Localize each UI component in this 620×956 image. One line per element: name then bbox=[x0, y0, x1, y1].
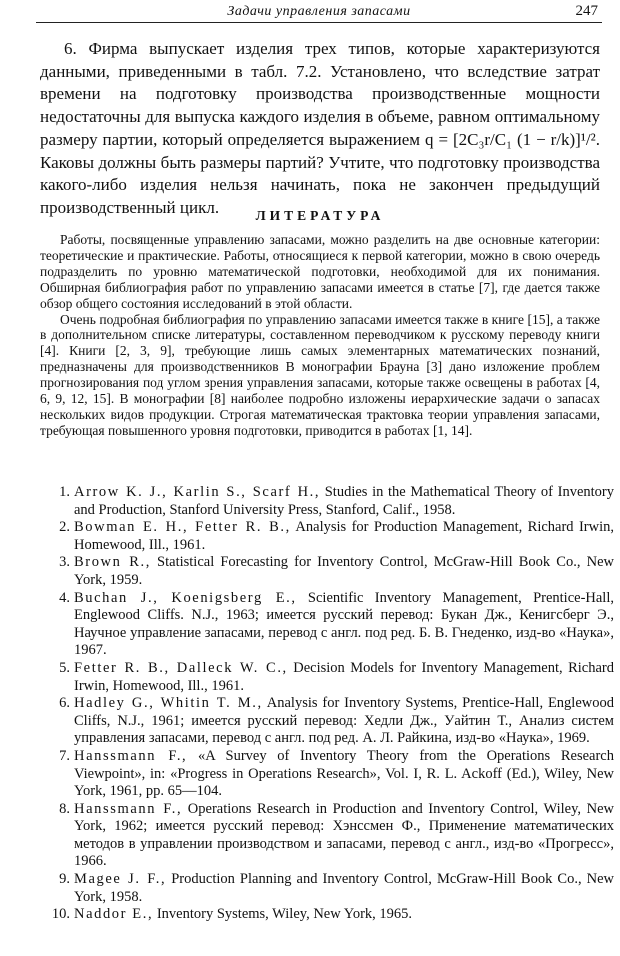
reference-item bbox=[40, 590, 614, 660]
reference-item bbox=[40, 801, 614, 871]
reference-number: 5. bbox=[59, 659, 70, 676]
reference-authors: Hanssmann F., bbox=[74, 747, 188, 764]
reference-number: 8. bbox=[59, 800, 70, 817]
reference-authors: Hanssmann F., bbox=[74, 800, 183, 817]
reference-number: 6. bbox=[59, 695, 70, 712]
reference-authors: Arrow K. J., Karlin S., Scarf H., bbox=[74, 484, 321, 500]
reference-authors: Naddor E., bbox=[74, 906, 154, 923]
reference-number: 7. bbox=[59, 747, 70, 764]
reference-item bbox=[40, 748, 614, 801]
literature-intro bbox=[40, 232, 600, 439]
reference-number: 2. bbox=[59, 519, 70, 536]
reference-authors: Hadley G., Whitin T. M., bbox=[74, 695, 263, 712]
reference-details: Operations Research in Production and Inventory Control, Wiley, New York, 1962; имеется русский перевод: Хэнссмен Ф., Применение математических методов в управлении производством и запасами, перевод с англ., изд-во «Прогресс», 1966. bbox=[74, 800, 614, 870]
reference-details: Analysis for Production Management, Richard Irwin, Homewood, Ill., 1961. bbox=[74, 519, 614, 553]
reference-details: Analysis for Inventory Systems, Prentice-Hall, Englewood Cliffs, N.J., 1961; имеется русский перевод: Хедли Дж., Уайтин Т., Анализ систем управления запасами, перевод с англ. под ред. А. Л. Райкина, изд-во «Наука», 1969. bbox=[74, 695, 614, 747]
literature-paragraph: Очень подробная библиография по управлению запасами имеется также в книге [15], а также в дополнительном списке литературы, составленном переводчиком к русскому переводу книги [4]. Книги [2, 3, 9], требующие лишь самых элементарных математических познаний, предназначены для производственников В монографии Брауна [3] дано изложение проблем прогнозирования под углом зрения управления запасами, которые также освещены в работах [4, 6, 9, 12, 15]. В монографии [8] наиболее подробно изложены иерархические задачи о запасах нескольких видов продукции. Строгая математическая трактовка теории управления запасами, требующая повышенного уровня подготовки, приводится в работах [1, 14]. bbox=[40, 311, 600, 438]
exercise-6: 6. Фирма выпускает изделия трех типов, которые характеризуются данными, приведенными в табл. 7.2. Установлено, что вследствие затрат времени на подготовку производства производственные мощности недостаточны для выпуска каждого изделия в объеме, равном оптимальному размеру партии, который определяется выражением q = [2C₃r/C₁ (1 − r/k)]¹/². Каковы должны быть размеры партий? Учтите, что подготовку производства какого-либо изделия нельзя начинать, пока не закончен предыдущий производственный цикл. bbox=[40, 39, 600, 217]
reference-details: Production Planning and Inventory Control, McGraw-Hill Book Co., New York, 1958. bbox=[74, 871, 614, 905]
reference-authors: Brown R., bbox=[74, 554, 151, 571]
reference-list bbox=[40, 484, 614, 924]
reference-number: 10. bbox=[51, 906, 70, 923]
running-title: Задачи управления запасами bbox=[227, 4, 411, 19]
reference-authors: Magee J. F., bbox=[74, 871, 167, 888]
running-header bbox=[36, 2, 602, 23]
reference-details: Statistical Forecasting for Inventory Control, McGraw-Hill Book Co., New York, 1959. bbox=[74, 554, 614, 588]
reference-authors: Buchan J., Koenigsberg E., bbox=[74, 589, 297, 606]
reference-item bbox=[40, 871, 614, 906]
reference-number: 4. bbox=[59, 589, 70, 606]
reference-details: «A Survey of Inventory Theory from the Operations Research Viewpoint», in: «Progress in Operations Research», Vol. I, R. L. Ackoff (Ed.), Wiley, New York, 1961, pp. 65—104. bbox=[74, 747, 614, 800]
reference-item bbox=[40, 695, 614, 748]
reference-number: 1. bbox=[59, 484, 70, 500]
reference-details: Inventory Systems, Wiley, New York, 1965. bbox=[153, 906, 413, 923]
reference-number: 9. bbox=[59, 871, 70, 888]
reference-details: Scientific Inventory Management, Prentice-Hall, Englewood Cliffs. N.J., 1963; имеется русский перевод: Букан Дж., Кенигсберг Э., Научное управление запасами, перевод с англ. под ред. Б. В. Гнеденко, изд-во «Наука», 1967. bbox=[74, 589, 614, 659]
reference-authors: Fetter R. B., Dalleck W. C., bbox=[74, 659, 288, 676]
literature-heading: ЛИТЕРАТУРА bbox=[255, 208, 385, 223]
reference-item bbox=[40, 554, 614, 589]
reference-item bbox=[40, 519, 614, 554]
page-number: 247 bbox=[575, 3, 598, 19]
reference-details: Decision Models for Inventory Management, Richard Irwin, Homewood, Ill., 1961. bbox=[74, 659, 614, 694]
reference-number: 3. bbox=[59, 554, 70, 571]
reference-details: Studies in the Mathematical Theory of Inventory and Production, Stanford University Press, Stanford, Calif., 1958. bbox=[74, 484, 615, 518]
literature-paragraph: Работы, посвященные управлению запасами, можно разделить на две основные категории: теоретические и практические. Работы, относящиеся к первой категории, можно в свою очередь подразделить по уровню математической подготовки, необходимой для их понимания. Обширная библиография работ по управлению запасами имеется в статье [7], где дается также обзор общего состояния исследований в этой области. bbox=[40, 232, 600, 311]
reference-item bbox=[40, 660, 614, 695]
reference-item bbox=[40, 906, 614, 924]
reference-authors: Bowman E. H., Fetter R. B., bbox=[74, 519, 291, 536]
reference-item bbox=[40, 484, 614, 519]
